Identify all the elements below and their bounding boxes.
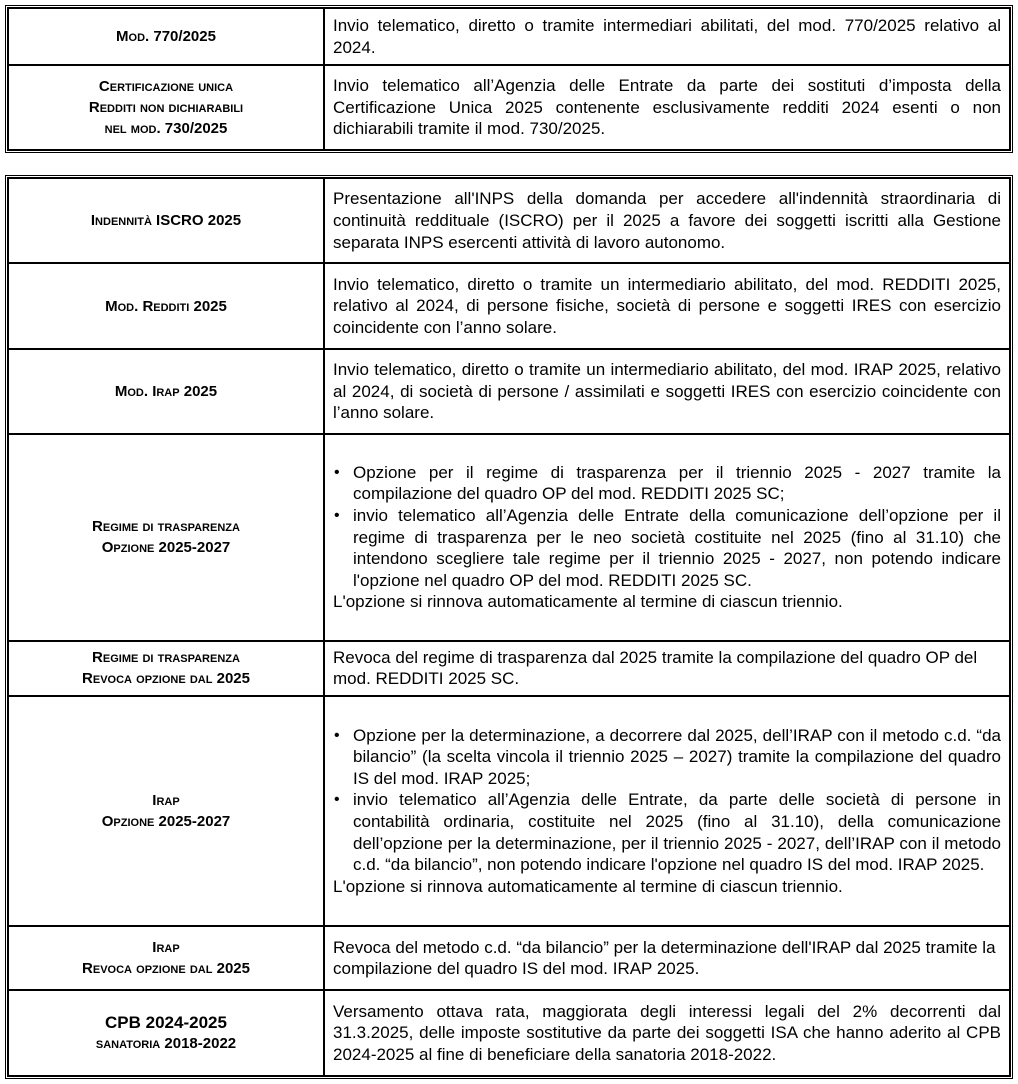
table-row [8, 990, 1010, 1076]
deadlines-table-2 [5, 175, 1013, 1079]
row-label [8, 8, 324, 65]
table-row [8, 349, 1010, 434]
table-row [8, 263, 1010, 348]
row-label [8, 990, 324, 1076]
list-item: • Opzione per il regime di trasparenza per il triennio 2025 - 2027 tramite la compilazione del quadro OP del mod. REDDITI 2025 SC; [353, 462, 1001, 505]
row-label-line: Irap [152, 791, 180, 809]
row-description: Invio telematico, diretto o tramite un intermediario abilitato, del mod. REDDITI 2025, relativo al 2024, di persone fisiche, società di persone e soggetti IRES con esercizio coincidente con l’anno solare. [324, 263, 1010, 348]
row-description [324, 434, 1010, 640]
bullet-list [333, 462, 1001, 592]
row-label-line: Irap [152, 939, 180, 957]
row-label [8, 926, 324, 990]
row-label-line: Mod. 770/2025 [116, 28, 216, 45]
row-label-line: Opzione 2025-2027 [101, 812, 231, 830]
row-label-line: Revoca opzione dal 2025 [82, 960, 250, 978]
list-item: • invio telematico all’Agenzia delle Entrate, da parte delle società di persone in contabilità ordinaria, costituite nel 2025 (fino al 31.10), della comunicazione dell’opzione per la determinazione, per il triennio 2025 - 2027, dell’IRAP con il metodo c.d. “da bilancio”, non potendo indicare l'opzione nel quadro IS del mod. IRAP 2025. [353, 789, 1001, 875]
row-label-line: Mod. Irap 2025 [114, 383, 218, 401]
table-row [8, 434, 1010, 640]
table-row [8, 65, 1010, 150]
row-label-line: Indennità ISCRO 2025 [90, 212, 242, 230]
table-row [8, 641, 1010, 696]
list-item: • invio telematico all’Agenzia delle Entrate della comunicazione dell’opzione per il regime di trasparenza per le neo società costituite nel 2025 (fino al 31.10) che intendono scegliere tale regime per il triennio 2025 - 2027, non potendo indicare l'opzione nel quadro OP del mod. REDDITI 2025 SC. [353, 505, 1001, 591]
row-description: Invio telematico all’Agenzia delle Entrate da parte dei sostituti d’imposta della Certificazione Unica 2025 contenente esclusivamente redditi 2024 esenti o non dichiarabili tramite il mod. 730/2025. [324, 65, 1010, 150]
row-label [8, 65, 324, 150]
row-description: Invio telematico, diretto o tramite intermediari abilitati, del mod. 770/2025 relativo al 2024. [324, 8, 1010, 65]
deadlines-table-1 [5, 5, 1013, 153]
row-label-line: CPB 2024-2025 [105, 1013, 227, 1033]
table-row [8, 696, 1010, 926]
row-label-line: Mod. Redditi 2025 [105, 297, 227, 315]
row-description: Presentazione all'INPS della domanda per accedere all'indennità straordinaria di continuità reddituale (ISCRO) per il 2025 a favore dei soggetti iscritti alla Gestione separata INPS esercenti attività di lavoro autonomo. [324, 178, 1010, 263]
row-label-line: Revoca opzione dal 2025 [82, 670, 250, 688]
row-label [8, 641, 324, 696]
row-label [8, 263, 324, 348]
row-label [8, 434, 324, 640]
row-label-line: Redditi non dichiarabili [88, 99, 244, 116]
row-label [8, 349, 324, 434]
row-description: Invio telematico, diretto o tramite un intermediario abilitato, del mod. IRAP 2025, relativo al 2024, di società di persone / assimilati e soggetti IRES con esercizio coincidente con l’anno solare. [324, 349, 1010, 434]
row-description [324, 696, 1010, 926]
list-item: • Opzione per la determinazione, a decorrere dal 2025, dell’IRAP con il metodo c.d. “da bilancio” (la scelta vincola il triennio 2025 – 2027) tramite la compilazione del quadro IS del mod. IRAP 2025; [353, 725, 1001, 790]
row-description: Versamento ottava rata, maggiorata degli interessi legali del 2% decorrenti dal 31.3.2025, delle imposte sostitutive da parte dei soggetti ISA che hanno aderito al CPB 2024-2025 al fine di beneficiare della sanatoria 2018-2022. [324, 990, 1010, 1076]
row-label-line: Opzione 2025-2027 [101, 539, 231, 557]
row-description: Revoca del metodo c.d. “da bilancio” per la determinazione dell'IRAP dal 2025 tramite la compilazione del quadro IS del mod. IRAP 2025. [324, 926, 1010, 990]
row-note: L'opzione si rinnova automaticamente al termine di ciascun triennio. [333, 876, 843, 896]
row-label-line: Certificazione unica [98, 78, 234, 95]
table-row [8, 8, 1010, 65]
row-note: L'opzione si rinnova automaticamente al termine di ciascun triennio. [333, 592, 843, 612]
bullet-list [333, 725, 1001, 876]
row-label [8, 178, 324, 263]
row-label-line: Regime di trasparenza [92, 649, 240, 667]
table-row [8, 178, 1010, 263]
row-label-line: sanatoria 2018-2022 [95, 1035, 237, 1053]
row-label [8, 696, 324, 926]
row-label-line: Regime di trasparenza [92, 518, 240, 536]
row-label-line: nel mod. 730/2025 [104, 120, 228, 137]
table-row [8, 926, 1010, 990]
row-description: Revoca del regime di trasparenza dal 2025 tramite la compilazione del quadro OP del mod. REDDITI 2025 SC. [324, 641, 1010, 696]
